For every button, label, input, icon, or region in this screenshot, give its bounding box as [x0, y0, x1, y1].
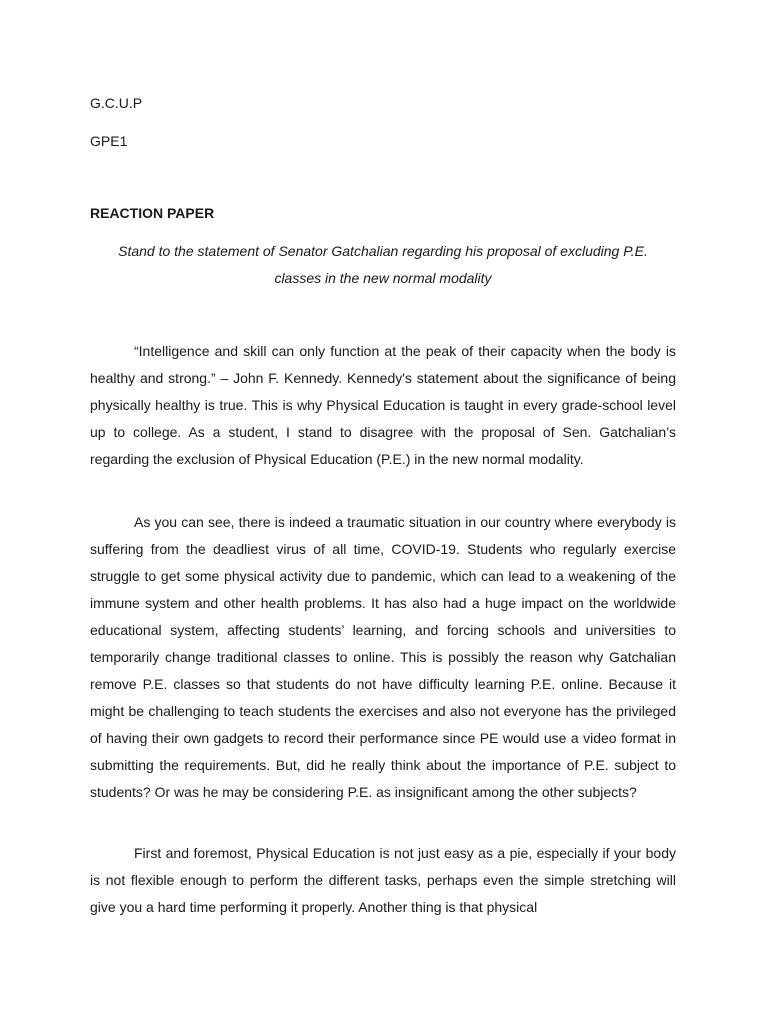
header-line-1: G.C.U.P: [90, 95, 143, 111]
paragraph-1: “Intelligence and skill can only function at the peak of their capacity when the body is healthy and strong.” – John F. Kennedy. Kennedy's statement about the significance of being physically healthy is true. This is why Physical Education is taught in every grade-school level up to college. As a student, I stand to disagree with the proposal of Sen. Gatchalian’s regarding the exclusion of Physical Education (P.E.) in the new normal modality.: [90, 343, 676, 467]
subtitle-line-1: Stand to the statement of Senator Gatchalian regarding his proposal of excluding P.E.: [118, 243, 648, 259]
paragraph-3: First and foremost, Physical Education is not just easy as a pie, especially if your body is not flexible enough to perform the different tasks, perhaps even the simple stretching will give you a hard time performing it properly. Another thing is that physical: [90, 845, 676, 915]
document-title: REACTION PAPER: [90, 205, 215, 221]
subtitle-line-2: classes in the new normal modality: [274, 270, 492, 286]
paragraph-2: As you can see, there is indeed a traumatic situation in our country where everybody is suffering from the deadliest virus of all time, COVID-19. Students who regularly exercise struggle to get some physical activity due to pandemic, which can lead to a weakening of the immune system and other health problems. It has also had a huge impact on the worldwide educational system, affecting students’ learning, and forcing schools and universities to temporarily change traditional classes to online. This is possibly the reason why Gatchalian remove P.E. classes so that students do not have difficulty learning P.E. online. Because it might be challenging to teach students the exercises and also not everyone has the privileged of having their own gadgets to record their performance since PE would use a video format in submitting the requirements. But, did he really think about the importance of P.E. subject to students? Or was he may be considering P.E. as insignificant among the other subjects?: [90, 514, 676, 800]
header-line-2: GPE1: [90, 133, 128, 149]
